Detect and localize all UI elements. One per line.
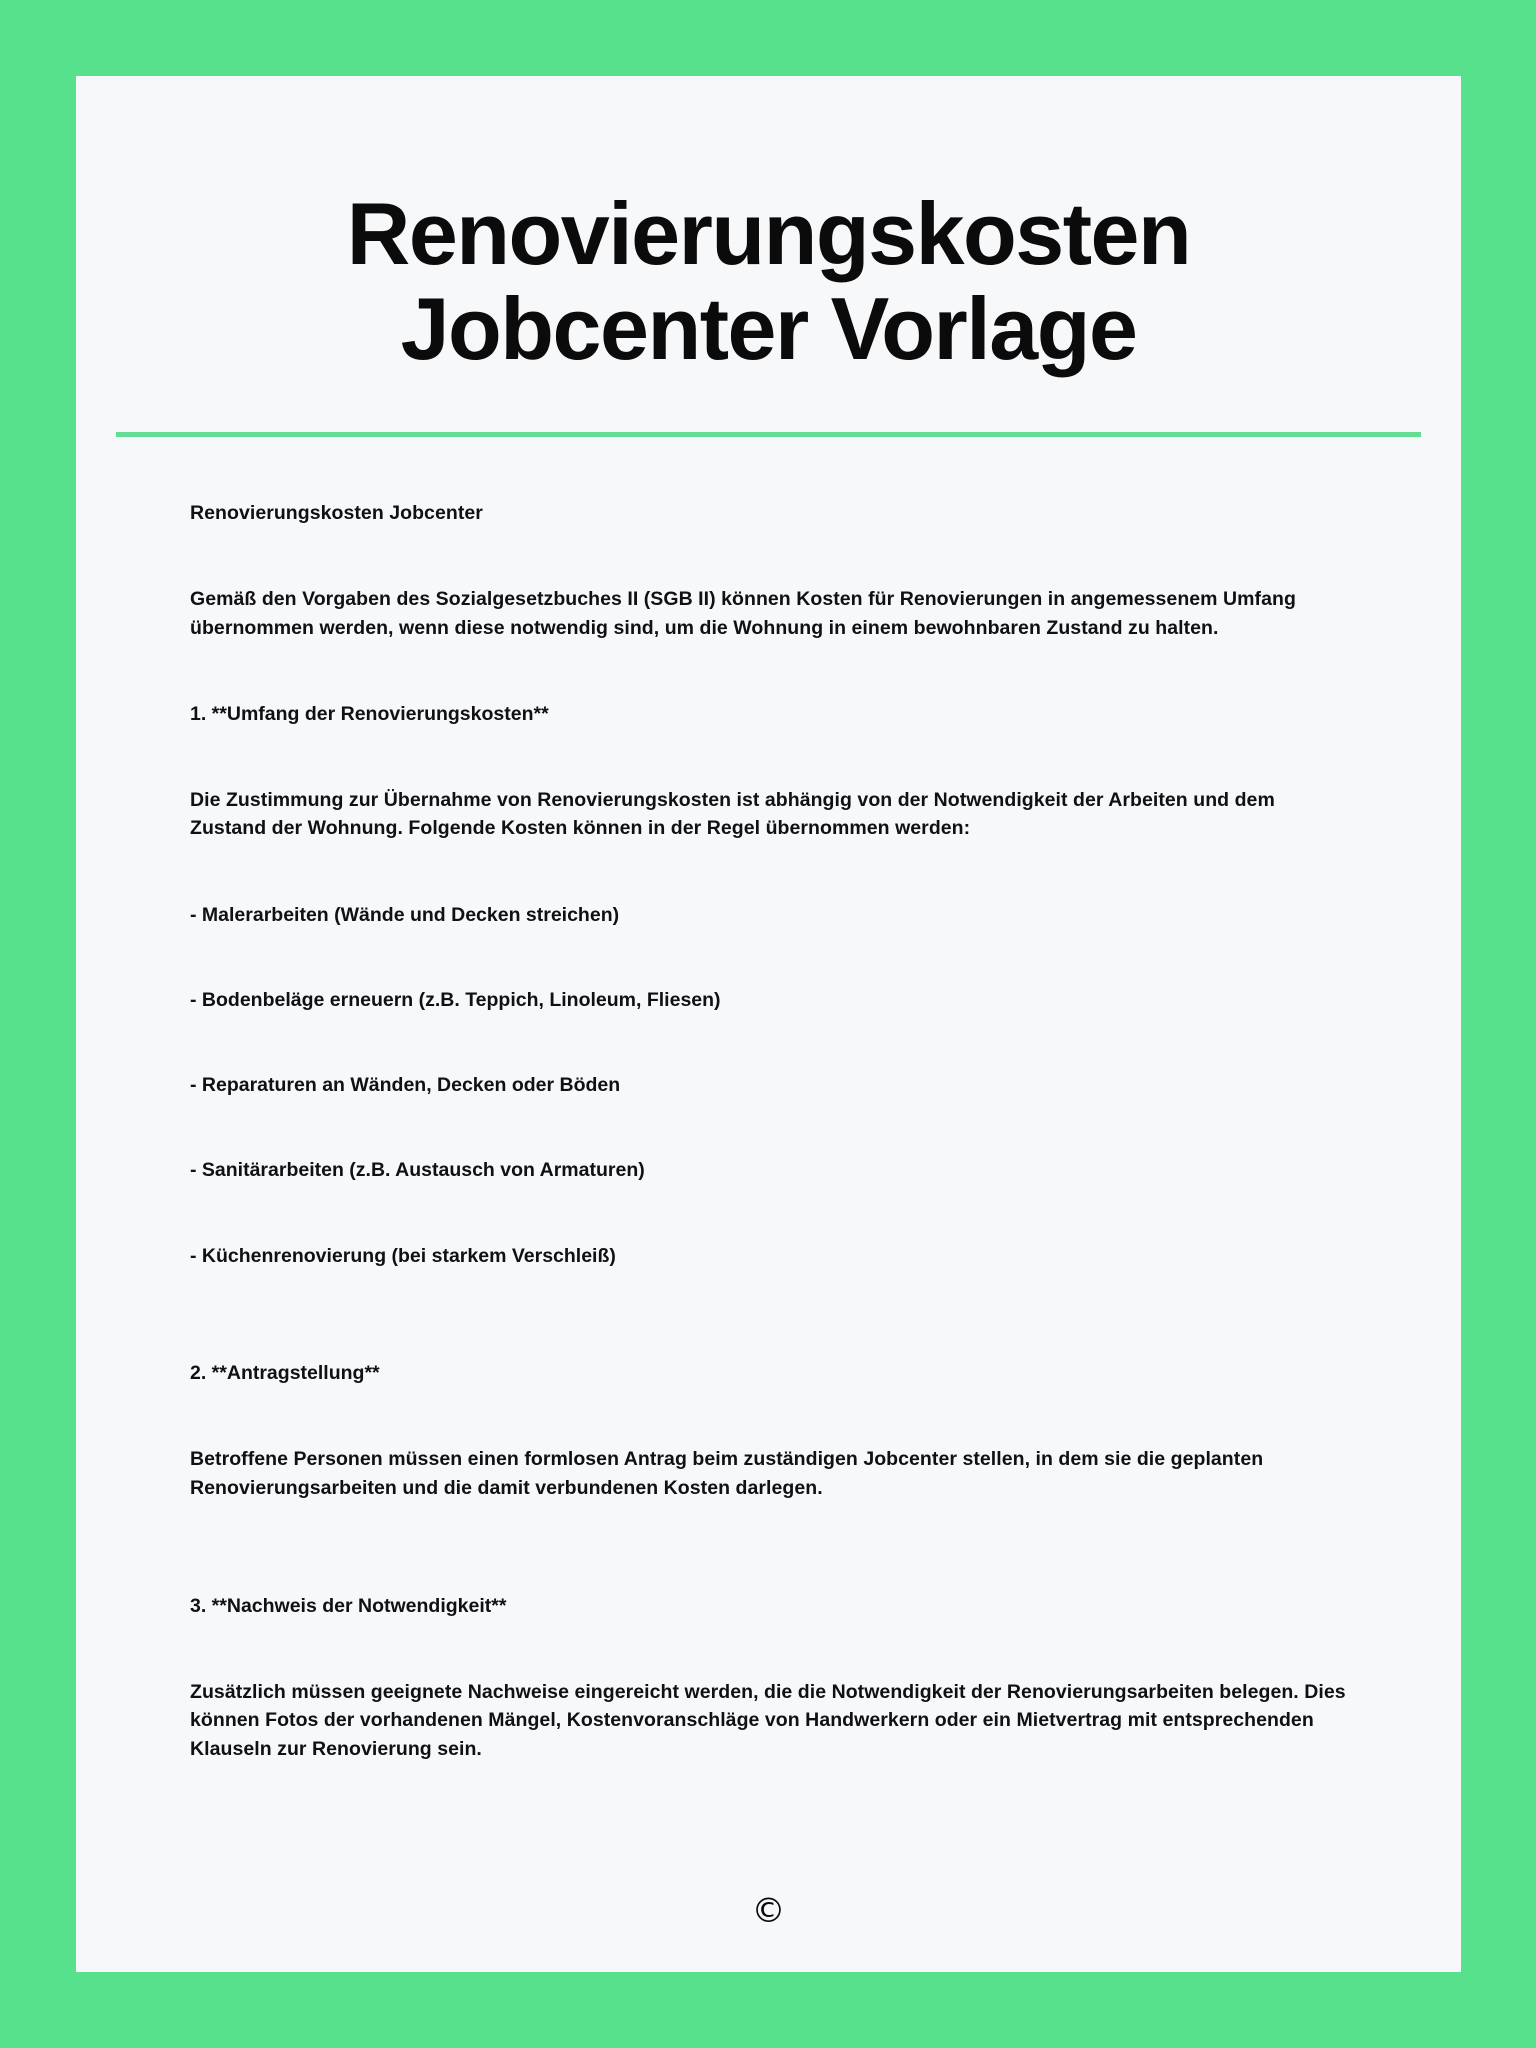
- copyright-icon: ©: [751, 1891, 786, 1931]
- title-block: [76, 76, 1461, 379]
- list-item: - Malerarbeiten (Wände und Decken streichen): [190, 903, 620, 926]
- document-subject-heading: Renovierungskosten Jobcenter: [190, 502, 483, 525]
- page-title-line-2: Jobcenter Vorlage: [400, 279, 1137, 379]
- list-item: - Sanitärarbeiten (z.B. Austausch von Armaturen): [190, 1159, 645, 1182]
- list-item: - Reparaturen an Wänden, Decken oder Böden: [190, 1074, 621, 1097]
- intro-paragraph: Gemäß den Vorgaben des Sozialgesetzbuches II (SGB II) können Kosten für Renovierungen in angemessenem Umfang übernommen werden, wenn diese notwendig sind, um die Wohnung in einem bewohnbaren Zustand zu halten.: [190, 588, 1296, 639]
- section-2-paragraph: Betroffene Personen müssen einen formlosen Antrag beim zuständigen Jobcenter stellen, in dem sie die geplanten Renovierungsarbeiten und die damit verbundenen Kosten darlegen.: [190, 1448, 1264, 1499]
- section-2-heading: 2. **Antragstellung**: [190, 1361, 380, 1384]
- section-3-paragraph: Zusätzlich müssen geeignete Nachweise eingereicht werden, die die Notwendigkeit der Renovierungsarbeiten belegen. Dies können Fotos der vorhandenen Mängel, Kostenvoranschläge von Handwerkern oder ein Mietvertrag mit entsprechenden Klauseln zur Renovierung sein.: [190, 1681, 1346, 1760]
- section-3-heading: 3. **Nachweis der Notwendigkeit**: [190, 1594, 507, 1617]
- document-footer: [76, 1891, 1461, 1931]
- page-title: [76, 184, 1461, 379]
- section-spacer: [190, 1560, 1347, 1592]
- section-spacer: [190, 1327, 1347, 1359]
- list-item: - Bodenbeläge erneuern (z.B. Teppich, Linoleum, Fliesen): [190, 988, 721, 1011]
- page-title-line-1: Renovierungskosten: [346, 184, 1191, 283]
- section-1-heading: 1. **Umfang der Renovierungskosten**: [190, 702, 549, 725]
- section-1-paragraph: Die Zustimmung zur Übernahme von Renovierungskosten ist abhängig von der Notwendigkeit der Arbeiten und dem Zustand der Wohnung. Folgende Kosten können in der Regel übernommen werden:: [190, 789, 1275, 840]
- document-body: [76, 437, 1461, 1763]
- list-item: - Küchenrenovierung (bei starkem Verschleiß): [190, 1244, 616, 1267]
- document-page: [76, 76, 1461, 1972]
